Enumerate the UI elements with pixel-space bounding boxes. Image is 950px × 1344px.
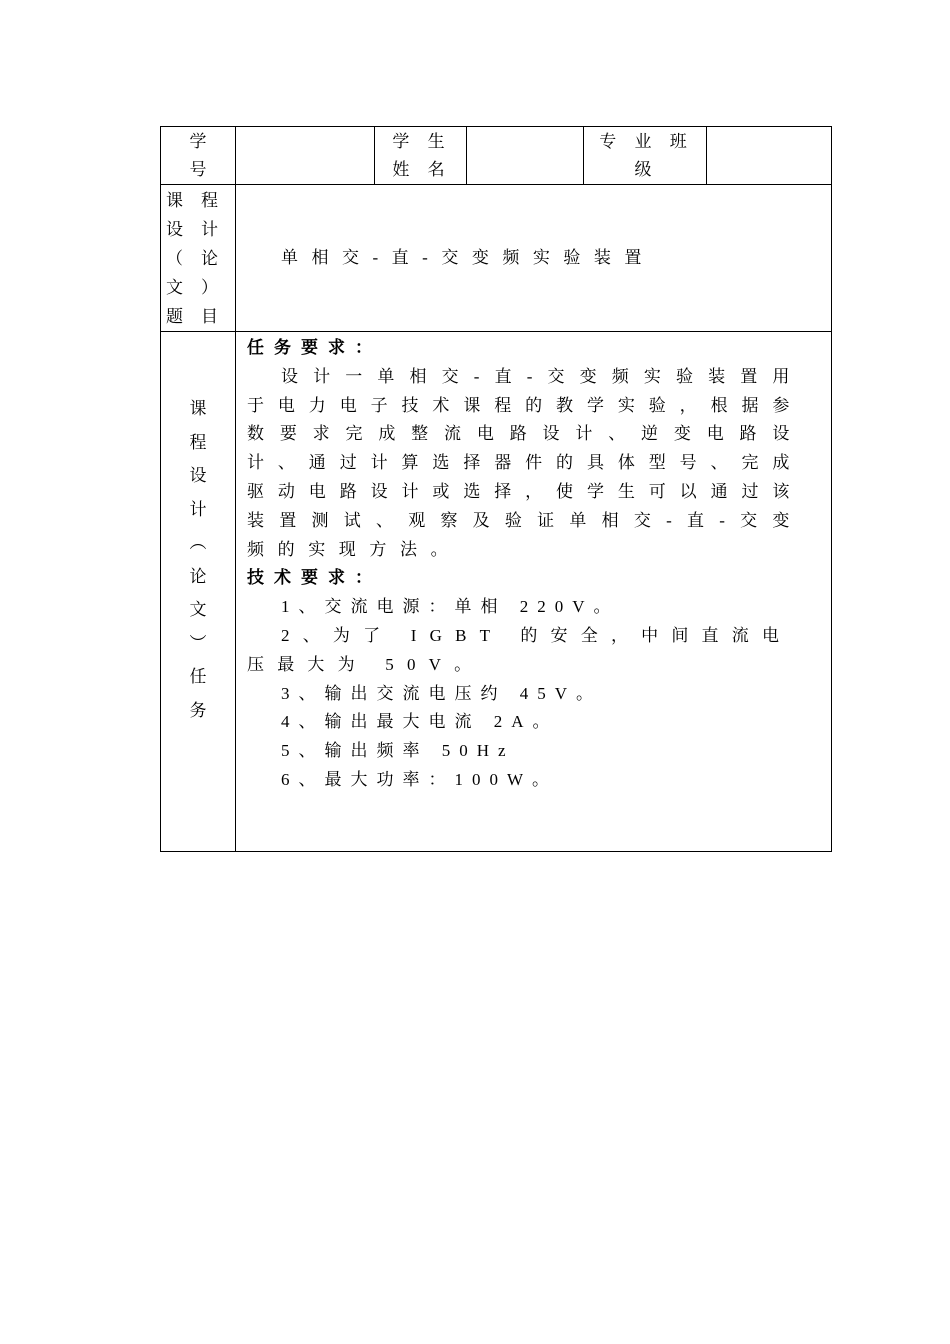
student-name-label-cell xyxy=(375,127,467,185)
title-label-char: 论 xyxy=(201,249,218,268)
task-label-cell xyxy=(161,332,236,852)
title-label-char: 课 xyxy=(166,191,183,210)
class-value-cell[interactable] xyxy=(707,127,832,185)
class-label-line-2: 级 xyxy=(634,160,656,179)
title-label-char: 计 xyxy=(201,220,218,239)
title-label-char: 设 xyxy=(166,220,183,239)
thesis-title-value: 单相交-直-交变频实验装置 xyxy=(236,185,832,332)
task-label-char: 课 xyxy=(189,399,207,418)
task-label-char: 任 xyxy=(189,667,207,686)
title-row xyxy=(161,185,832,332)
student-id-label-line-2: 号 xyxy=(189,160,207,179)
title-label-line xyxy=(166,215,218,244)
task-label-char: 程 xyxy=(189,432,207,452)
task-label-char: 文 xyxy=(189,600,207,619)
title-label-char: 程 xyxy=(201,191,218,210)
class-label-cell xyxy=(584,127,707,185)
task-label-char: 计 xyxy=(189,499,207,519)
title-label-char: ） xyxy=(201,278,218,297)
task-requirements-heading: 任务要求： xyxy=(247,338,382,357)
task-description-paragraph: 设计一单相交-直-交变频实验装置用于电力电子技术课程的教学实验，根据参数要求完成整流电路设计、逆变电路设计、通过计算选择器件的具体型号、完成驱动电路设计或选择，使学生可以通过该装置测试、观察及验证单相交-直-交变频的实现方法。 xyxy=(247,366,803,559)
title-label-cell xyxy=(161,185,236,332)
class-label-line-1: 专 业 班 xyxy=(599,132,691,151)
title-label-line xyxy=(166,186,218,215)
task-content-cell xyxy=(236,332,832,852)
course-design-form-table xyxy=(160,126,832,852)
title-label-char: （ xyxy=(166,249,183,268)
title-label-char: 题 xyxy=(166,307,183,326)
title-label-line xyxy=(166,244,218,273)
requirement-item: 3、输出交流电压约 45V。 xyxy=(281,683,603,703)
header-row xyxy=(161,127,832,185)
requirement-item: 2、为了 IGBT 的安全，中间直流电压最大为 50V。 xyxy=(247,625,793,674)
student-name-value-cell[interactable] xyxy=(467,127,584,185)
requirement-item: 6、最大功率：100W。 xyxy=(281,769,559,789)
student-name-label-line-2: 姓 名 xyxy=(392,160,449,179)
student-id-value-cell[interactable] xyxy=(236,127,375,185)
title-label-line xyxy=(166,302,218,331)
requirement-item: 4、输出最大电流 2A。 xyxy=(281,712,559,732)
student-id-label-line-1: 学 xyxy=(189,132,207,151)
requirement-item: 1、交流电源：单相 220V。 xyxy=(281,597,620,617)
technical-requirements-heading: 技术要求： xyxy=(247,568,382,588)
task-label-char: 设 xyxy=(189,466,207,485)
requirement-item: 5、输出频率 50Hz xyxy=(281,741,515,761)
task-label-char: 务 xyxy=(189,700,207,720)
title-label-char: 文 xyxy=(166,278,183,297)
task-label-char: 论 xyxy=(189,566,207,586)
title-label-char: 目 xyxy=(201,307,218,326)
task-label-char: ︶ xyxy=(189,633,207,653)
student-name-label-line-1: 学 生 xyxy=(392,132,449,151)
student-id-label-cell xyxy=(161,127,236,185)
title-label-line xyxy=(166,273,218,302)
task-row xyxy=(161,332,832,852)
task-label-char: ︵ xyxy=(189,533,207,552)
